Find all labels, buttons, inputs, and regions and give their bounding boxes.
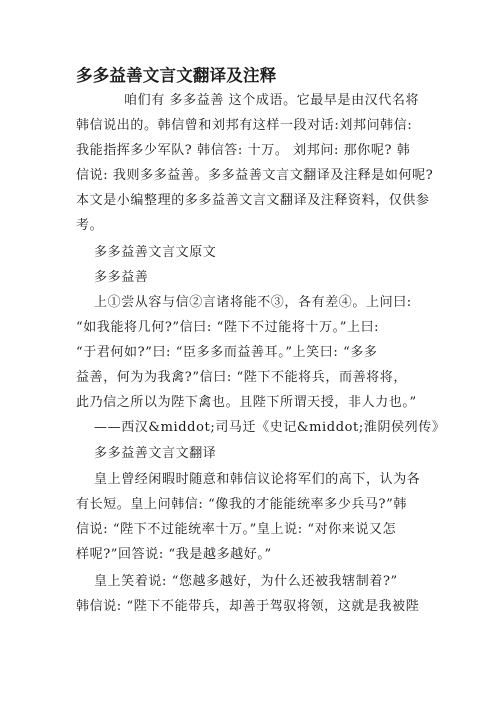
- text-line: 本文是小编整理的多多益善文言文翻译及注释资料，仅供参: [76, 193, 430, 208]
- text-line: 样呢?”回答说: “我是越多越好。”: [76, 547, 272, 562]
- text-line: 上①尝从容与信②言诸将能不③，各有差④。上问曰:: [94, 295, 412, 310]
- text-line: 皇上曾经闲暇时随意和韩信议论将军们的高下，认为各: [94, 472, 421, 487]
- text-line: 考。: [76, 218, 104, 233]
- citation-line: ——西汉&middot;司马迁《史记&middot;淮阴侯列传》: [94, 420, 446, 435]
- text-line: 信说: 我则多多益善。多多益善文言文翻译及注释是如何呢?: [76, 168, 434, 183]
- text-line: 有长短。皇上问韩信: “像我的才能能统率多少兵马?”韩: [76, 497, 407, 512]
- text-line: 韩信说: “陛下不能带兵，却善于驾驭将领，这就是我被陛: [76, 599, 420, 614]
- text-line: 信说: “陛下不过能统率十万。”皇上说: “对你来说又怎: [76, 522, 397, 537]
- text-line: “如我能将几何?”信曰: “陛下不过能将十万。”上曰:: [76, 320, 380, 335]
- text-line: 我能指挥多少军队? 韩信答: 十万。 刘邦问: 那你呢? 韩: [76, 143, 411, 158]
- subheading: 多多益善: [94, 270, 149, 285]
- section-heading: 多多益善文言文原文: [94, 245, 217, 260]
- section-heading: 多多益善文言文翻译: [94, 446, 217, 461]
- text-line: 韩信说出的。韩信曾和刘邦有这样一段对话:刘邦问韩信:: [76, 118, 413, 133]
- text-line: 咱们有 多多益善 这个成语。它最早是由汉代名将: [124, 93, 420, 108]
- text-line: 皇上笑着说: “您越多越好，为什么还被我辖制着?”: [94, 574, 398, 589]
- text-line: “于君何如?”曰: “臣多多而益善耳。”上笑曰: “多多: [76, 345, 378, 360]
- text-line: 此乃信之所以为陛下禽也。且陛下所谓天授，非人力也。”: [76, 395, 417, 410]
- text-line: 益善，何为为我禽?”信曰: “陛下不能将兵，而善将将，: [76, 370, 407, 385]
- document-title: 多多益善文言文翻译及注释: [76, 66, 277, 85]
